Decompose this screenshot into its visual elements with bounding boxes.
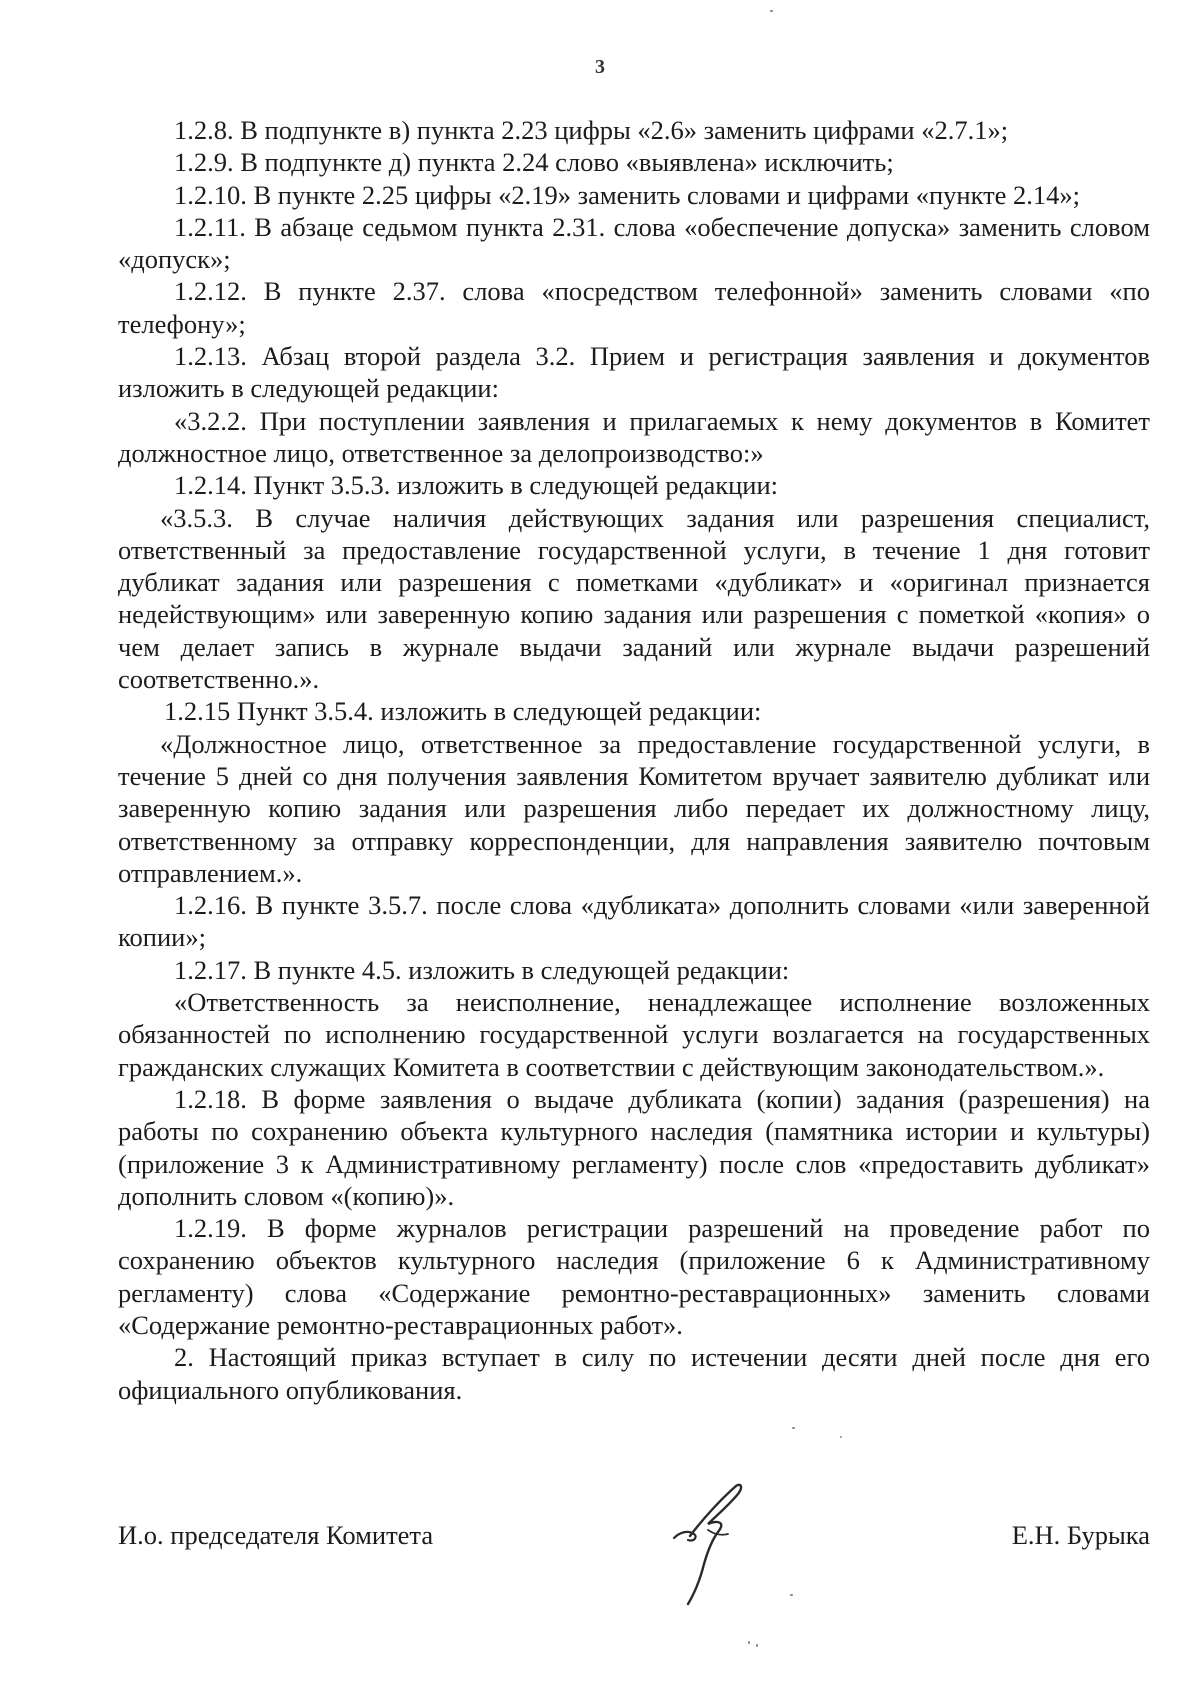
paragraph-1-2-9: 1.2.9. В подпункте д) пункта 2.24 слово «выявлена» исключить; bbox=[174, 147, 894, 178]
signatory-title: И.о. председателя Комитета bbox=[118, 1520, 434, 1550]
paragraph-1-2-16: 1.2.16. В пункте 3.5.7. после слова «дубликата» дополнить словами «или заверенной копии»; bbox=[118, 890, 1150, 953]
scan-speck bbox=[770, 10, 773, 12]
paragraph-1-2-10: 1.2.10. В пункте 2.25 цифры «2.19» заменить словами и цифрами «пункте 2.14»; bbox=[174, 179, 1081, 210]
signatory-name: Е.Н. Бурыка bbox=[1011, 1520, 1150, 1550]
scan-speck bbox=[748, 1641, 750, 1644]
paragraph-1-2-19: 1.2.19. В форме журналов регистрации разрешений на проведение работ по сохранению объектов культурного наследия (приложение 6 к Административному регламенту) слова «Содержание ремонтно-реставрационных» заменить словами «Содержание ремонтно-реставрационных работ». bbox=[118, 1213, 1150, 1340]
paragraph-1-2-14: 1.2.14. Пункт 3.5.3. изложить в следующей редакции: bbox=[174, 470, 779, 501]
quote-3-2-2: «3.2.2. При поступлении заявления и прилагаемых к нему документов в Комитет должностное лицо, ответственное за делопроизводство:» bbox=[118, 405, 1150, 468]
paragraph-1-2-15: 1.2.15 Пункт 3.5.4. изложить в следующей редакции: bbox=[164, 696, 762, 727]
paragraph-1-2-8: 1.2.8. В подпункте в) пункта 2.23 цифры «2.6» заменить цифрами «2.7.1»; bbox=[174, 115, 1009, 145]
paragraph-1-2-17: 1.2.17. В пункте 4.5. изложить в следующей редакции: bbox=[174, 954, 790, 985]
quote-3-5-3: «3.5.3. В случае наличия действующих задания или разрешения специалист, ответственный за предоставление государственной услуги, в течение 1 дня готовит дубликат задания или разрешения с пометками «дубликат» и «оригинал признается недействующим» или заверенную копию задания или разрешения с пометкой «копия» о чем делает запись в журнале выдачи заданий или журнале выдачи разрешений соответственно.». bbox=[118, 502, 1150, 695]
paragraph-1-2-12: 1.2.12. В пункте 2.37. слова «посредством телефонной» заменить словами «по телефону»; bbox=[118, 276, 1150, 339]
page-number: 3 bbox=[595, 56, 605, 78]
document-body bbox=[118, 114, 1150, 1406]
quote-3-5-4: «Должностное лицо, ответственное за предоставление государственной услуги, в течение 5 дней со дня получения заявления Комитетом вручает заявителю дубликат или заверенную копию задания или разрешения либо передает их должностному лицу, ответственному за отправку корреспонденции, для направления заявителю почтовым отправлением.». bbox=[118, 728, 1150, 888]
signature-block bbox=[118, 1520, 1150, 1560]
scan-speck bbox=[790, 1594, 793, 1596]
paragraph-1-2-11: 1.2.11. В абзаце седьмом пункта 2.31. слова «обеспечение допуска» заменить словом «допуск»; bbox=[118, 211, 1150, 275]
quote-4-5: «Ответственность за неисполнение, ненадлежащее исполнение возложенных обязанностей по исполнению государственной услуги возлагается на государственных гражданских служащих Комитета в соответствии с действующим законодательством.». bbox=[118, 987, 1150, 1082]
paragraph-2: 2. Настоящий приказ вступает в силу по истечении десяти дней после дня его официального опубликования. bbox=[118, 1342, 1150, 1405]
handwritten-signature bbox=[668, 1480, 768, 1610]
paragraph-1-2-13: 1.2.13. Абзац второй раздела 3.2. Прием и регистрация заявления и документов изложить в следующей редакции: bbox=[118, 341, 1150, 404]
scan-speck bbox=[756, 1644, 758, 1647]
scan-speck bbox=[792, 1427, 795, 1429]
scan-speck bbox=[840, 1436, 842, 1438]
paragraph-1-2-18: 1.2.18. В форме заявления о выдаче дубликата (копии) задания (разрешения) на работы по сохранению объекта культурного наследия (памятника истории и культуры) (приложение 3 к Административному регламенту) после слов «предоставить дубликат» дополнить словом «(копию)». bbox=[118, 1083, 1150, 1211]
